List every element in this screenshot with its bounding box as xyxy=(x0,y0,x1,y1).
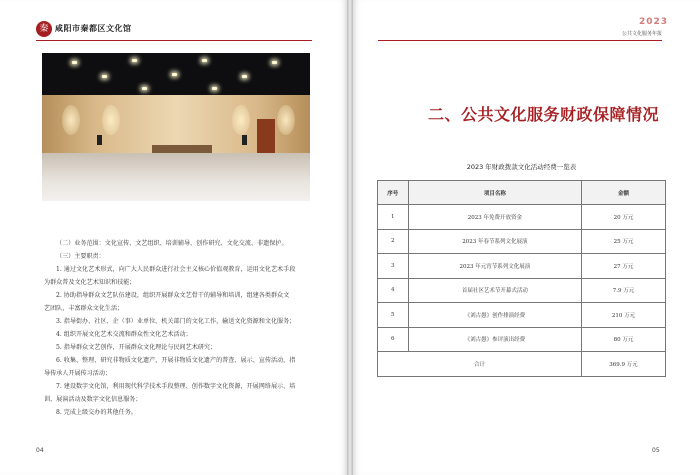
duties-text xyxy=(44,237,312,419)
table-cell: 7.9 万元 xyxy=(582,278,666,303)
table-row xyxy=(378,205,666,230)
duty-line: 1. 通过文化艺术形式，向广大人民群众进行社会主义核心价值观教育，运用文化艺术手段 xyxy=(56,266,296,273)
table-row xyxy=(378,229,666,254)
header-rule xyxy=(36,40,312,41)
wall-light xyxy=(62,105,80,135)
section-heading: 二、公共文化服务财政保障情况 xyxy=(428,105,660,124)
table-cell: 6 xyxy=(378,327,409,352)
table-header-row xyxy=(378,181,666,205)
ceiling-lamp xyxy=(102,75,107,78)
header-rule xyxy=(378,40,662,41)
table-cell: 《刘古愚》参评演出经费 xyxy=(408,327,581,352)
photo-speaker xyxy=(97,135,102,145)
table-total-row xyxy=(378,352,666,377)
table-cell: 27 万元 xyxy=(582,254,666,279)
duty-line: 训、展演活动及数字文化信息服务； xyxy=(44,396,142,403)
duty-line: 为群众普及文化艺术知识和技能； xyxy=(44,279,136,286)
table-cell: 3 xyxy=(378,254,409,279)
table-cell: 2023 年春节系列文化展演 xyxy=(408,229,581,254)
duty-line: 7. 建设数字文化馆，利用现代科学技术手段整理、创作数字文化资源，开展网络展示、培 xyxy=(56,383,296,390)
total-label: 合计 xyxy=(378,352,582,377)
page-number-right: 05 xyxy=(652,447,660,454)
table-cell: 25 万元 xyxy=(582,229,666,254)
ceiling-lamp xyxy=(72,61,77,64)
duty-line: 3. 指导街办、社区、企（事）业单位、机关部门的文化工作，输送文化资源和文化服务； xyxy=(56,318,296,325)
photo-floor xyxy=(42,153,310,201)
duty-line: 艺团队，丰富群众文化生活； xyxy=(44,305,124,312)
table-caption: 2023 年财政拨款文化活动经费一览表 xyxy=(466,163,577,171)
table-cell: 80 万元 xyxy=(582,327,666,352)
wall-light xyxy=(277,105,295,135)
ceiling-lamp xyxy=(212,87,217,90)
table-row xyxy=(378,278,666,303)
duty-line: 4. 组织开展文化艺术交流和群众性文化艺术活动； xyxy=(56,331,192,338)
total-value: 369.9 万元 xyxy=(582,352,666,377)
funding-table xyxy=(377,180,666,377)
table-cell: 5 xyxy=(378,303,409,328)
org-logo-icon: 秦 xyxy=(36,21,52,37)
column-header: 序号 xyxy=(378,181,409,205)
table-cell: 2023 年元宵节系列文化展演 xyxy=(408,254,581,279)
photo-speaker xyxy=(242,135,247,145)
table-cell: 《刘古愚》创作排演经费 xyxy=(408,303,581,328)
ceiling-lamp xyxy=(142,87,147,90)
table-cell: 20 万元 xyxy=(582,205,666,230)
table-cell: 1 xyxy=(378,205,409,230)
table-cell: 首届社区艺术节开幕式活动 xyxy=(408,278,581,303)
business-scope: （二）业务范围：文化宣传、文艺组织、培训辅导、创作研究、文化交流、非遗保护。 xyxy=(56,240,288,247)
year-logo: 2023 xyxy=(639,17,669,27)
column-header: 项目名称 xyxy=(408,181,581,205)
report-label: 公共文化服务年报 xyxy=(622,31,663,37)
duties-title: （三）主要职责： xyxy=(56,253,105,260)
photo-door xyxy=(257,119,275,155)
page-number-left: 04 xyxy=(36,447,44,454)
table-cell: 2 xyxy=(378,229,409,254)
auditorium-photo xyxy=(42,53,310,201)
left-page xyxy=(0,0,347,475)
table-cell: 2023 年免费开放资金 xyxy=(408,205,581,230)
wall-light xyxy=(102,105,120,135)
duty-line: 5. 指导群众文艺创作，开展群众文化理论与民间艺术研究； xyxy=(56,344,217,351)
table-row xyxy=(378,254,666,279)
ceiling-lamp xyxy=(272,61,277,64)
table-row xyxy=(378,303,666,328)
ceiling-lamp xyxy=(242,75,247,78)
duty-line: 导传承人开展传习活动； xyxy=(44,370,112,377)
duty-line: 2. 协助指导群众文艺队伍建设，组织开展群众文艺骨干的辅导和培训，组建各类群众文 xyxy=(56,292,290,299)
wall-light xyxy=(232,105,250,135)
org-name: 咸阳市秦都区文化馆 xyxy=(55,23,132,33)
duty-line: 6. 收集、整理、研究非物质文化遗产，开展非物质文化遗产的普查、展示、宣传活动，指 xyxy=(56,357,296,364)
duty-line: 8. 完成上级交办的其他任务。 xyxy=(56,409,137,416)
ceiling-lamp xyxy=(132,59,137,62)
ceiling-lamp xyxy=(172,73,177,76)
ceiling-lamp xyxy=(202,59,207,62)
table-cell: 210 万元 xyxy=(582,303,666,328)
column-header: 金额 xyxy=(582,181,666,205)
table-row xyxy=(378,327,666,352)
table-cell: 4 xyxy=(378,278,409,303)
